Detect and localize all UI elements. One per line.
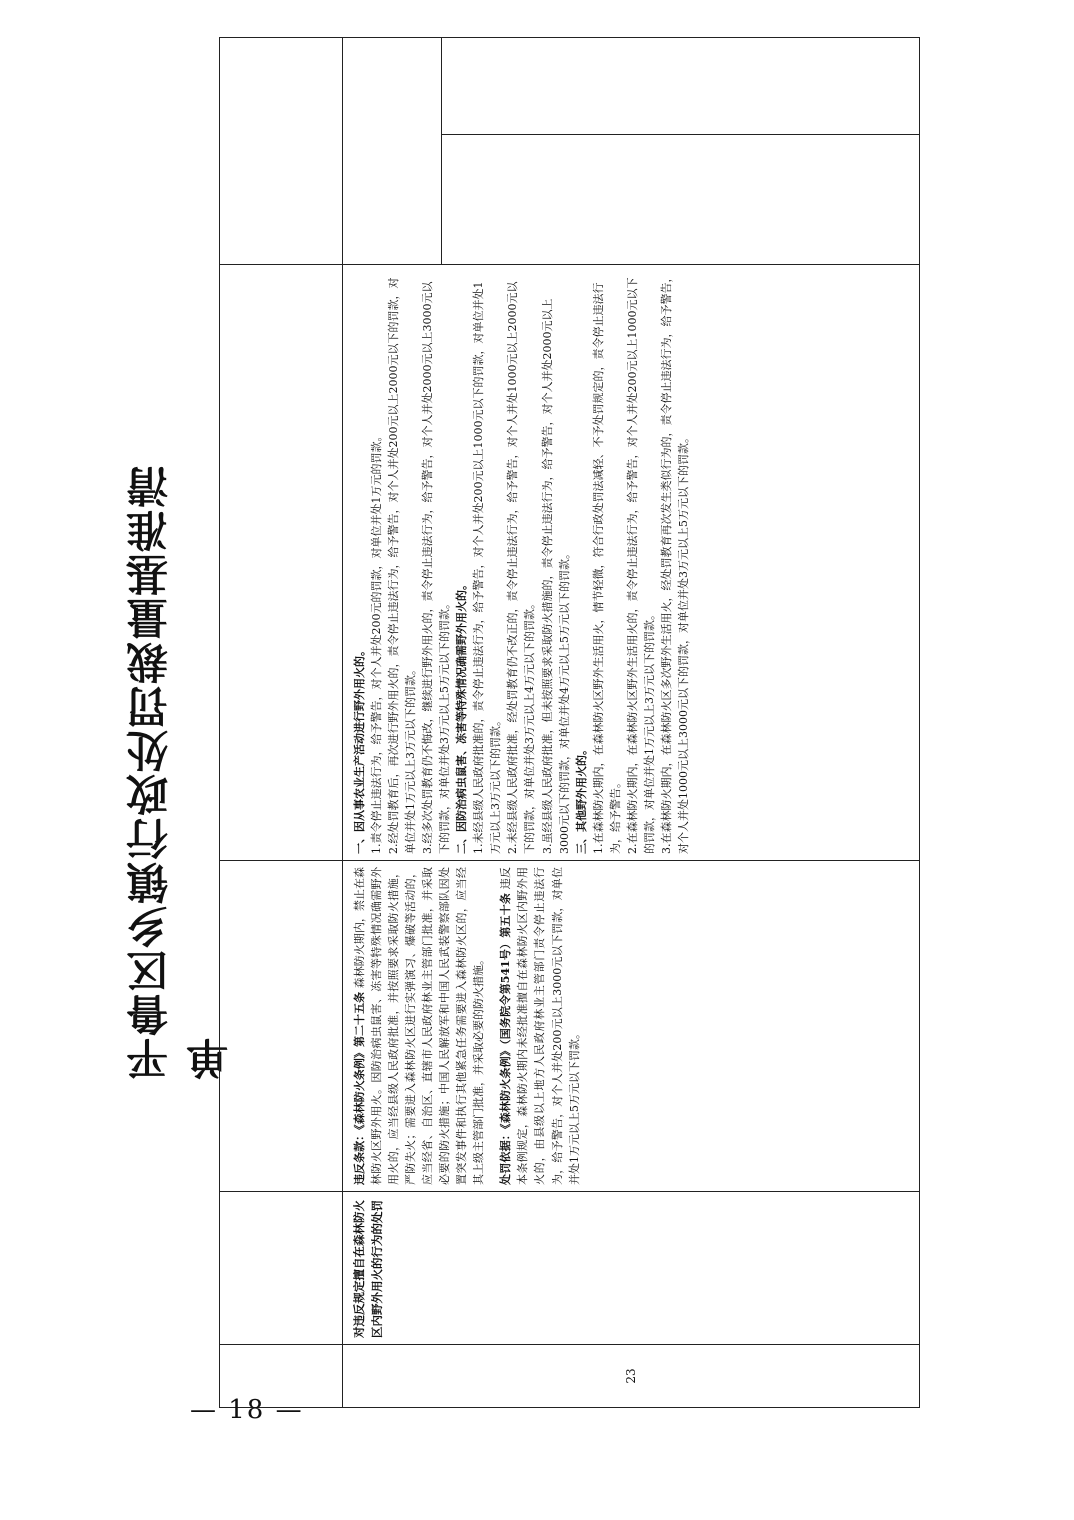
penalty-item: 对违反规定擅自在森林防火区内野外用火的行为的处罚 (343, 1192, 920, 1345)
table-row (343, 38, 920, 1408)
page-number: — 18 — (190, 1395, 304, 1425)
cell-empty-b2 (442, 38, 919, 134)
standard-item: 3.虽经县级人民政府批准，但未按照要求采取防火措施的，责令停止违法行为，给予警告，对个人并处2000元以上3000元以下的罚款，对单位并处4万元以上5万元以下的罚款。 (540, 298, 571, 854)
violation-clause (351, 867, 487, 1185)
cell-empty-b (442, 38, 919, 264)
standard-item: 3.在森林防火期内，在森林防火区多次野外生活用火，经处罚教育再次发生类似行为的，责令停止违法行为，给予警告，对个人并处1000元以上3000元以下的罚款，对单位并处3万元以上5万元以下的罚款。 (659, 271, 690, 854)
legal-basis (343, 861, 920, 1192)
table-top-row (220, 38, 343, 1408)
penalty-text: 违反本条例规定，森林防火期内未经批准擅自在森林防火区内野外用火的，由县级以上地方人民政府林业主管部门责令停止违法行为，给予警告，对个人并处200元以上3000元以下罚款，对单位并处1万元以上5万元以下罚款。 (499, 866, 581, 1185)
violation-text: 森林防火期内，禁止在森林防火区野外用火。因防治病虫鼠害、冻害等特殊情况确需野外用火的，应当经县级人民政府批准，并按照要求采取防火措施，严防失火；需要进入森林防火区进行实弹演习、爆破等活动的，应当经省、自治区、直辖市人民政府林业主管部门批准，并采取必要的防火措施；中国人民解放军和中国人民武装警察部队因处置突发事件和执行其他紧急任务需要进入森林防火区的，应当经其上级主管部门批准，并采取必要的防火措施。 (353, 866, 486, 1185)
side-cells (343, 38, 920, 265)
standard-item: 2.在森林防火期内，在森林防火区野外生活用火的，责令停止违法行为，给予警告，对个人并处200元以上1000元以下的罚款，对单位并处1万元以上3万元以下的罚款。 (625, 277, 656, 854)
cell-empty-b1 (442, 134, 919, 264)
standard-heading: 一、因从事农业生产活动进行野外用火的。 (353, 645, 366, 854)
standard-item: 2.未经县级人民政府批准，经处罚教育仍不改正的，责令停止违法行为，给予警告，对个人并处1000元以上2000元以下的罚款，对单位并处3万元以上4万元以下的罚款。 (506, 281, 537, 854)
page-title: 平鲁区乡镇行政处罚裁量基准清单 (125, 464, 234, 1080)
standard-item: 3.经多次处罚教育仍不悔改，继续进行野外用火的，责令停止违法行为，给予警告，对个人并处2000元以上3000元以下的罚款，对单位并处3万元以上5万元以下的罚款。 (421, 281, 452, 854)
penalty-table (219, 37, 920, 1408)
cell-blank-basis (220, 861, 343, 1192)
violation-law: 《森林防火条例》第二十五条 (353, 991, 366, 1130)
standard-item: 1.责令停止违法行为，给予警告，对个人并处200元的罚款，对单位并处1万元的罚款。 (370, 430, 384, 854)
standard-item: 1.在森林防火期内，在森林防火区野外生活用火，情节轻微，符合行政处罚法减轻、不予处罚规定的，责令停止违法行为，给予警告。 (591, 282, 622, 854)
penalty-law: 《森林防火条例》（国务院令第541号）第五十条 (499, 892, 513, 1129)
penalty-table-wrapper (219, 91, 920, 1408)
side-inner (343, 38, 919, 264)
penalty-table-rotated (219, 91, 920, 1408)
standard-heading: 三、其他野外用火的。 (574, 744, 588, 854)
cell-blank-side (220, 38, 343, 265)
row-number: 23 (343, 1345, 920, 1408)
cell-blank-standard (220, 265, 343, 861)
standard-item: 1.未经县级人民政府批准的，责令停止违法行为，给予警告，对个人并处200元以上1000元以下的罚款，对单位并处1万元以上3万元以下的罚款。 (472, 281, 503, 854)
discretion-standards (343, 265, 920, 861)
standard-heading: 二、因防治病虫鼠害、冻害等特殊情况确需野外用火的。 (455, 579, 469, 854)
penalty-basis (497, 867, 582, 1185)
cell-blank-item (220, 1192, 343, 1345)
cell-empty-a (343, 38, 442, 264)
penalty-label: 处罚依据： (499, 1129, 513, 1185)
violation-label: 违反条款： (353, 1129, 366, 1185)
standard-item: 2.经处罚教育后，再次进行野外用火的，责令停止违法行为，给予警告，对个人并处200元以上2000元以下的罚款，对单位并处1万元以上3万元以下的罚款。 (387, 277, 418, 854)
